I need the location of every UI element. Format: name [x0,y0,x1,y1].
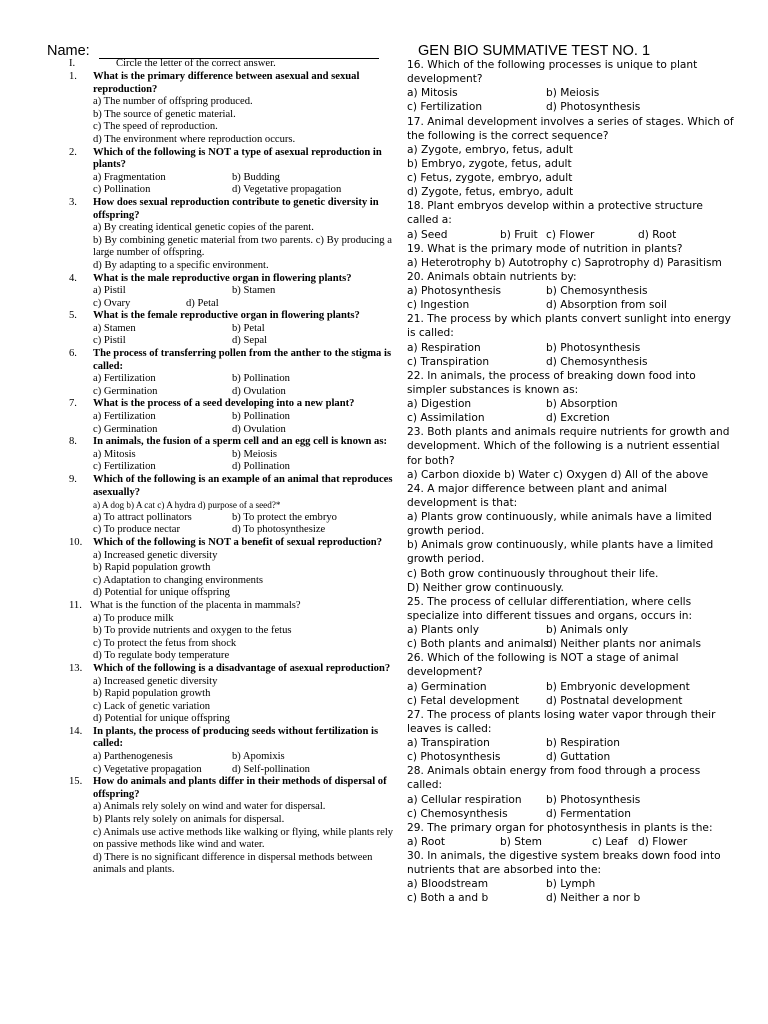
question-3 [0,197,395,273]
question-14 [0,726,395,776]
question-number: 9. [69,474,77,485]
question-number: 11. [69,599,82,611]
question-4 [0,273,395,311]
option-b[interactable]: b) Photosynthesis [546,793,641,806]
option-c[interactable]: c) Germination [93,385,158,397]
option-b[interactable]: b) The source of genetic material. [93,108,236,120]
question-10 [0,537,395,600]
page-title: GEN BIO SUMMATIVE TEST NO. 1 [418,43,651,59]
question-8 [0,436,395,474]
question-text: Which of the following is NOT a benefit of sexual reproduction? [93,536,382,548]
question-5 [0,310,395,348]
name-label: Name: [47,43,90,59]
question-text: 17. Animal development involves a series of stages. Which of the following is the correct sequence? [407,115,734,142]
question-text: 19. What is the primary mode of nutrition in plants? [407,242,683,255]
option-b[interactable]: b) Animals grow continuously, while plants have a limited growth period. [407,539,714,566]
option-b[interactable]: b) Embryo, zygote, fetus, adult [407,157,572,170]
question-text: 29. The primary organ for photosynthesis in plants is the: [407,821,713,834]
option-d[interactable]: d) Petal [186,297,219,309]
option-b[interactable]: b) Lymph [546,878,596,891]
question-text: 22. In animals, the process of breaking down food into simpler substances is known as: [407,369,696,396]
question-number: 5. [69,310,77,322]
option-d[interactable]: d) Pollination [232,461,290,473]
option-d[interactable]: d) Guttation [546,751,611,764]
question-17 [407,115,737,200]
option-c[interactable]: c) Both a and b [407,892,489,905]
question-6 [0,348,395,398]
option-d[interactable]: d) To photosynthesize [232,524,326,536]
option-d[interactable]: d) Self-pollination [232,763,310,775]
question-text: 23. Both plants and animals require nutrients for growth and development. Which of the following is a nutrient essential for both? [407,426,730,467]
option-line[interactable]: a) Heterotrophy b) Autotrophy c) Saprotrophy d) Parasitism [407,256,722,269]
option-c[interactable]: c) The speed of reproduction. [93,121,218,133]
option-a[interactable]: a) Digestion [407,398,472,410]
question-11 [0,600,395,663]
option-d[interactable]: d) Potential for unique offspring [93,587,230,599]
question-text: 25. The process of cellular differentiation, where cells specialize into different tissues and organs, occurs in: [407,595,693,622]
option-d[interactable]: d) Absorption from soil [546,299,667,312]
option-a[interactable]: a) By creating identical genetic copies of the parent. [93,222,314,234]
question-text: What is the male reproductive organ in flowering plants? [93,272,352,284]
option-d[interactable]: d) There is no significant difference in dispersal methods between animals and plants. [93,851,373,876]
option-d[interactable]: d) Ovulation [232,385,286,397]
option-b[interactable]: b) Petal [232,322,265,334]
question-text: 18. Plant embryos develop within a protective structure called a: [407,200,703,227]
question-text: What is the function of the placenta in mammals? [90,599,301,611]
option-c[interactable]: c) To produce nectar [93,524,181,536]
option-a[interactable]: a) Animals rely solely on wind and water for dispersal. [93,801,326,813]
question-24 [407,482,737,595]
option-c[interactable]: c) Lack of genetic variation [93,700,211,712]
option-a[interactable]: a) The number of offspring produced. [93,96,253,108]
option-b[interactable]: b) Meiosis [546,87,600,100]
left-column [0,58,395,877]
option-c[interactable]: c) Germination [93,423,158,435]
option-b[interactable]: b) Embryonic development [546,680,690,693]
option-a[interactable]: a) Plants grow continuously, while animals have a limited growth period. [407,511,712,538]
option-d[interactable]: d) The environment where reproduction occurs. [93,133,296,145]
question-text: Which of the following is a disadvantage of asexual reproduction? [93,662,391,674]
option-b[interactable]: b) Chemosynthesis [546,285,648,297]
option-b[interactable]: b) Pollination [232,373,290,385]
question-text: Which of the following is NOT a type of asexual reproduction in plants? [93,146,382,171]
option-d[interactable]: d) Flower [638,835,688,848]
option-c[interactable]: c) Ovary [93,297,131,309]
option-d[interactable]: d) Neither a nor b [546,892,641,905]
option-c[interactable]: c) Ingestion [407,299,470,312]
question-26 [407,651,737,708]
option-b[interactable]: b) Animals only [546,624,629,636]
question-27 [407,708,737,765]
question-23 [407,425,737,482]
question-21 [407,312,737,369]
question-text: 30. In animals, the digestive system breaks down food into nutrients that are absorbed into the: [407,850,721,877]
question-number: 4. [69,272,77,284]
question-18 [407,199,737,241]
option-c[interactable]: c) To protect the fetus from shock [93,637,237,649]
option-d[interactable]: d) To regulate body temperature [93,650,230,662]
right-column [407,58,737,906]
option-d[interactable]: d) Excretion [546,412,610,425]
question-20 [407,270,737,312]
option-a[interactable]: a) Stamen [93,322,136,334]
part-instruction: Circle the letter of the correct answer. [116,58,276,69]
option-d[interactable]: d) Postnatal development [546,694,683,707]
option-b[interactable]: b) Pollination [232,411,290,423]
question-text: Which of the following is an example of an animal that reproduces asexually? [93,474,393,498]
option-b[interactable]: b) To protect the embryo [232,511,337,523]
option-a[interactable]: a) Parthenogenesis [93,751,173,763]
option-c[interactable]: c) Assimilation [407,412,485,425]
question-text: How do animals and plants differ in their methods of dispersal of offspring? [93,776,387,800]
option-a[interactable]: a) Germination [407,680,487,693]
question-9 [0,474,395,537]
option-b[interactable]: b) Rapid population growth [93,688,211,700]
option-c[interactable]: c) Both plants and animals [407,638,549,651]
option-a[interactable]: a) Bloodstream [407,878,489,891]
question-text: The process of transferring pollen from the anther to the stigma is called: [93,348,392,372]
option-a[interactable]: a) Fertilization [93,411,156,423]
question-7 [0,398,395,436]
question-number: 10. [69,536,83,548]
option-b[interactable]: b) Absorption [546,398,618,410]
question-text: What is the process of a seed developing into a new plant? [93,398,355,410]
question-2 [0,147,395,197]
option-c[interactable]: c) Fetal development [407,694,520,707]
option-b[interactable]: b) Budding [232,171,280,183]
option-d[interactable]: d) Neither plants nor animals [546,638,701,651]
question-number: 3. [69,196,77,208]
option-d[interactable]: d) Photosynthesis [546,101,641,114]
question-number: 7. [69,398,77,410]
question-1 [0,71,395,147]
option-c[interactable]: c) Transpiration [407,355,490,368]
option-line[interactable]: a) A dog b) A cat c) A hydra d) purpose of a seed?* [93,500,281,511]
option-c[interactable]: c) Flower [546,228,595,241]
option-c[interactable]: c) Adaptation to changing environments [93,574,264,586]
option-d[interactable]: d) Root [638,228,677,241]
question-25 [407,595,737,652]
question-text: 27. The process of plants losing water vapor through their leaves is called: [407,708,716,735]
option-d[interactable]: d) Vegetative propagation [232,184,342,196]
part-number: I. [69,58,76,69]
question-text: 24. A major difference between plant and animal development is that: [407,482,668,509]
option-d[interactable]: d) Zygote, fetus, embryo, adult [407,186,574,199]
question-16 [407,58,737,115]
option-a[interactable]: a) Mitosis [407,87,458,100]
option-d[interactable]: d) Ovulation [232,423,286,435]
option-b[interactable]: b) Apomixis [232,751,285,763]
option-c[interactable]: c) Both grow continuously throughout their life. [407,567,659,580]
option-b[interactable]: b) Stamen [232,285,276,297]
option-d[interactable]: d) Sepal [232,335,268,347]
option-b[interactable]: b) Rapid population growth [93,562,211,574]
option-c[interactable]: c) Vegetative propagation [93,763,202,775]
option-b[interactable]: b) Photosynthesis [546,341,641,354]
question-text: 26. Which of the following is NOT a stage of animal development? [407,652,679,679]
option-d[interactable]: d) By adapting to a specific environment. [93,259,269,271]
option-a[interactable]: a) Seed [407,228,448,241]
option-a[interactable]: a) Zygote, embryo, fetus, adult [407,143,573,156]
option-a[interactable]: a) Root [407,835,445,848]
question-number: 8. [69,436,77,448]
option-d[interactable]: d) Fermentation [546,807,631,820]
question-number: 13. [69,662,83,674]
option-a[interactable]: a) Photosynthesis [407,285,502,297]
option-a[interactable]: a) Respiration [407,341,481,354]
question-text: In plants, the process of producing seeds without fertilization is called: [93,725,379,750]
question-13 [0,663,395,726]
question-number: 1. [69,71,77,82]
option-c[interactable]: c) Photosynthesis [407,751,501,764]
question-text: 16. Which of the following processes is unique to plant development? [407,59,698,86]
option-b[interactable]: b) Stem [500,835,542,848]
option-a[interactable]: a) Plants only [407,624,479,636]
question-28 [407,764,737,821]
option-a[interactable]: a) Fragmentation [93,171,166,183]
option-c[interactable]: c) Chemosynthesis [407,807,508,820]
option-c[interactable]: c) Fertilization [93,461,156,473]
option-a[interactable]: a) Cellular respiration [407,793,522,806]
option-a[interactable]: a) Increased genetic diversity [93,549,218,561]
question-15 [0,776,395,877]
option-a[interactable]: a) To produce milk [93,612,174,624]
question-number: 6. [69,348,77,360]
question-29 [407,821,737,849]
part-heading [0,58,395,71]
option-line[interactable]: a) Carbon dioxide b) Water c) Oxygen d) All of the above [407,468,709,481]
option-b[interactable]: b) Meiosis [232,448,278,460]
option-b[interactable]: b) To provide nutrients and oxygen to the fetus [93,625,292,637]
option-c[interactable]: c) Leaf [592,835,628,848]
question-text: 28. Animals obtain energy from food through a process called: [407,765,701,792]
option-a[interactable]: a) Increased genetic diversity [93,675,218,687]
option-b[interactable]: b) Plants rely solely on animals for dispersal. [93,814,285,826]
question-19 [407,242,737,270]
question-text: 21. The process by which plants convert sunlight into energy is called: [407,313,731,340]
question-number: 14. [69,725,83,737]
option-c[interactable]: c) Fertilization [407,101,483,114]
option-a[interactable]: a) Pistil [93,285,126,297]
option-b[interactable]: b) Respiration [546,737,620,749]
question-text: In animals, the fusion of a sperm cell and an egg cell is known as: [93,436,388,448]
question-number: 15. [69,776,83,788]
option-b[interactable]: b) Fruit [500,228,538,241]
option-d[interactable]: D) Neither grow continuously. [407,581,564,594]
option-c[interactable]: c) Pistil [93,335,126,347]
option-d[interactable]: d) Potential for unique offspring [93,713,230,725]
question-text: How does sexual reproduction contribute to genetic diversity in offspring? [93,196,379,221]
question-text: What is the female reproductive organ in flowering plants? [93,310,360,322]
option-a[interactable]: a) Transpiration [407,737,490,749]
option-a[interactable]: a) Mitosis [93,448,136,460]
option-b-c[interactable]: b) By combining genetic material from two parents. c) By producing a large number of offspring. [93,234,392,259]
question-22 [407,369,737,426]
question-30 [407,849,737,906]
option-a[interactable]: a) Fertilization [93,373,156,385]
option-a[interactable]: a) To attract pollinators [93,511,192,523]
option-d[interactable]: d) Chemosynthesis [546,355,648,368]
question-number: 2. [69,146,77,158]
question-text: What is the primary difference between asexual and sexual reproduction? [93,71,360,95]
option-c[interactable]: c) Fetus, zygote, embryo, adult [407,172,573,184]
question-text: 20. Animals obtain nutrients by: [407,270,577,283]
option-c[interactable]: c) Pollination [93,184,151,196]
option-c[interactable]: c) Animals use active methods like walking or flying, while plants rely on passive methods like wind and water. [93,826,394,851]
